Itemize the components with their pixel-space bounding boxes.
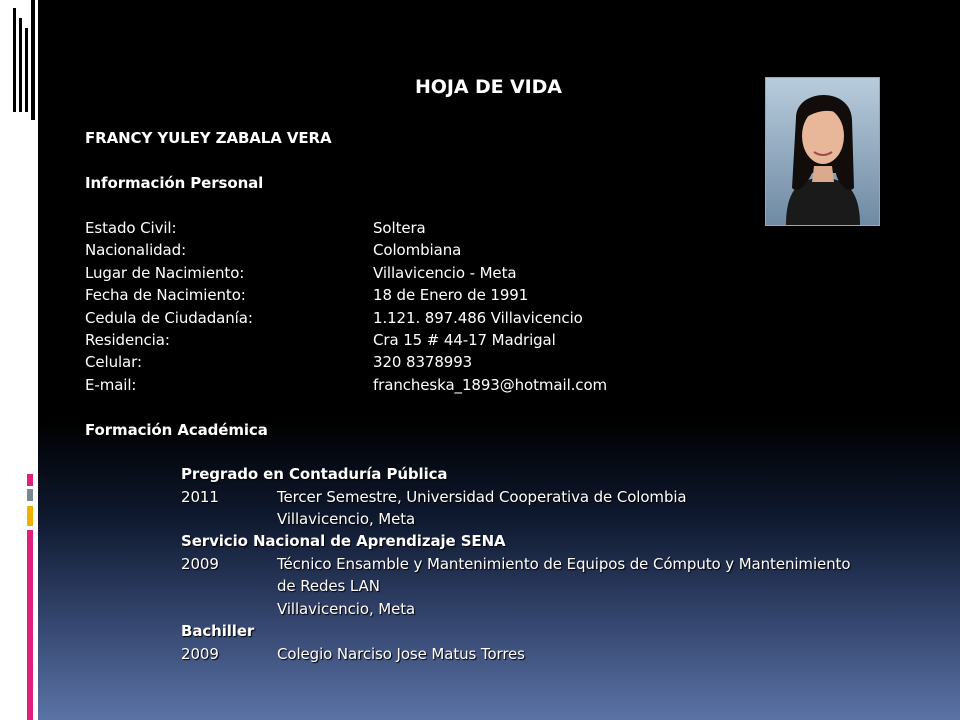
info-value: francheska_1893@hotmail.com xyxy=(373,376,608,394)
info-value: 320 8378993 xyxy=(373,353,473,371)
info-label: Fecha de Nacimiento: xyxy=(85,286,246,304)
info-label: Lugar de Nacimiento: xyxy=(85,264,245,282)
info-value: Soltera xyxy=(373,219,426,237)
bachiller-line1: Colegio Narciso Jose Matus Torres xyxy=(277,645,525,663)
info-value: Cra 15 # 44-17 Madrigal xyxy=(373,331,556,349)
sena-line2: de Redes LAN xyxy=(277,577,380,595)
portrait-icon xyxy=(766,78,879,225)
bachiller-year: 2009 xyxy=(181,645,219,663)
pregrado-line1: Tercer Semestre, Universidad Cooperativa de Colombia xyxy=(277,488,687,506)
sena-heading: Servicio Nacional de Aprendizaje SENA xyxy=(181,532,506,550)
pregrado-heading: Pregrado en Contaduría Pública xyxy=(181,465,448,483)
pregrado-line2: Villavicencio, Meta xyxy=(277,510,416,528)
info-value: Colombiana xyxy=(373,241,462,259)
profile-photo xyxy=(765,77,880,226)
page-title: HOJA DE VIDA xyxy=(415,76,562,98)
academic-heading: Formación Académica xyxy=(85,421,268,439)
sena-line3: Villavicencio, Meta xyxy=(277,600,416,618)
info-label: Celular: xyxy=(85,353,142,371)
sena-year: 2009 xyxy=(181,555,219,573)
personal-info-heading: Información Personal xyxy=(85,174,264,192)
info-label: Nacionalidad: xyxy=(85,241,187,259)
person-name: FRANCY YULEY ZABALA VERA xyxy=(85,129,332,147)
pregrado-year: 2011 xyxy=(181,488,219,506)
info-value: 18 de Enero de 1991 xyxy=(373,286,529,304)
info-value: Villavicencio - Meta xyxy=(373,264,517,282)
sena-line1: Técnico Ensamble y Mantenimiento de Equipos de Cómputo y Mantenimiento xyxy=(277,555,851,573)
info-value: 1.121. 897.486 Villavicencio xyxy=(373,309,583,327)
info-label: E-mail: xyxy=(85,376,137,394)
decorative-stripes xyxy=(0,0,38,720)
info-label: Residencia: xyxy=(85,331,170,349)
info-label: Cedula de Ciudadanía: xyxy=(85,309,253,327)
bachiller-heading: Bachiller xyxy=(181,622,255,640)
info-label: Estado Civil: xyxy=(85,219,177,237)
